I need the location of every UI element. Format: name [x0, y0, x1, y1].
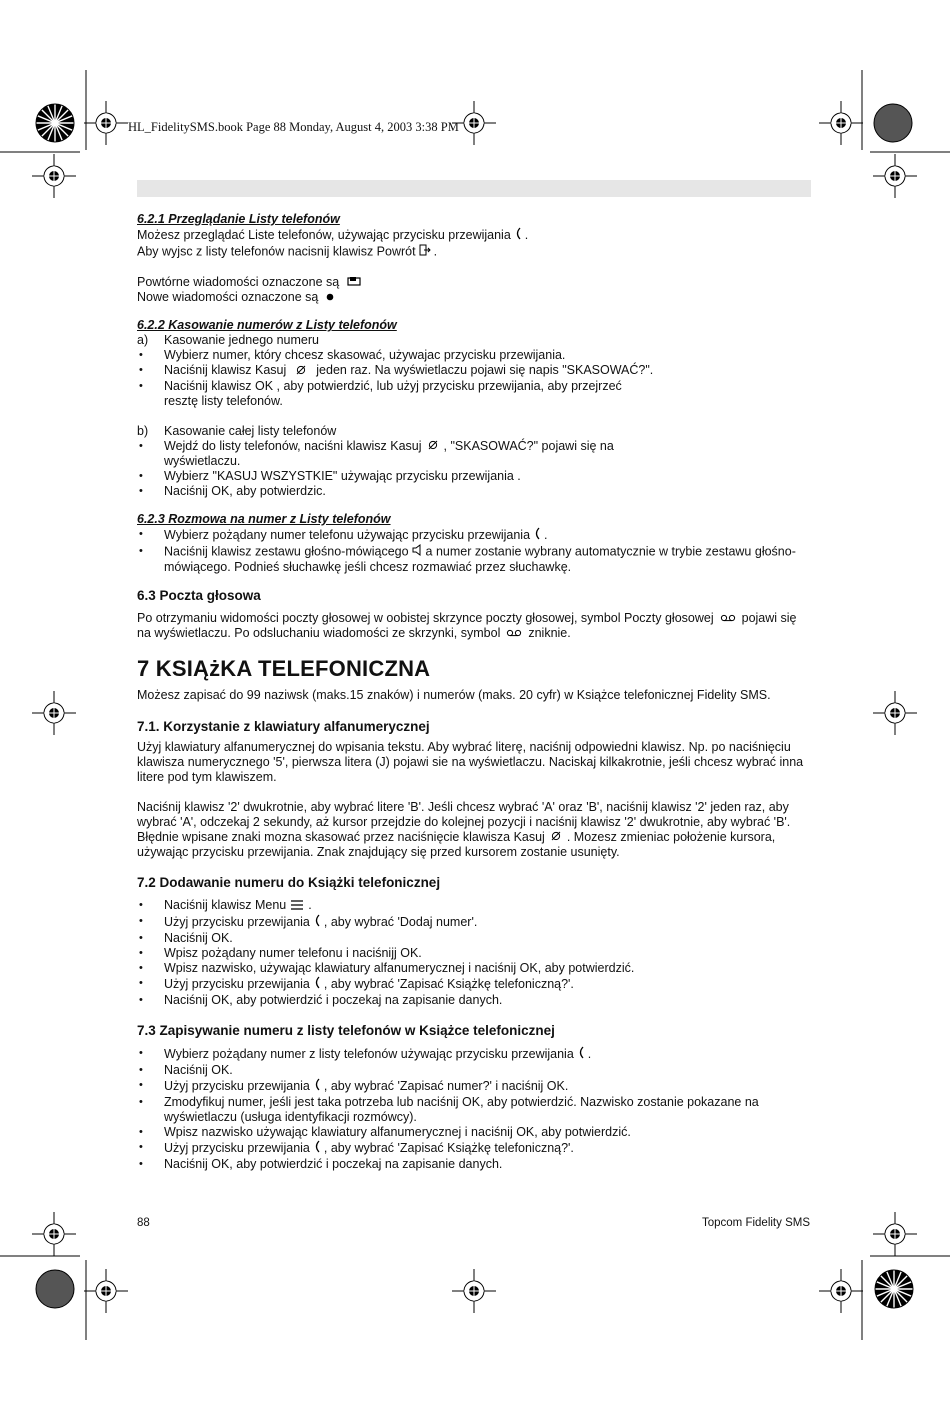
page-number: 88 [137, 1217, 150, 1229]
list-item: • Naciśnij OK, aby potwierdzić i poczekaj na zapisanie danych. [137, 1157, 813, 1172]
text: Nowe wiadomości oznaczone są [137, 290, 319, 305]
scroll-key-icon [313, 1078, 321, 1095]
section-7-3-title: 7.3 Zapisywanie numeru z listy telefonów w Książce telefonicznej [137, 1022, 555, 1038]
text: , aby wybrać 'Zapisać Książkę telefoniczną?'. [323, 1140, 574, 1155]
list-item [137, 544, 813, 575]
voicemail-icon [506, 626, 522, 641]
list-item [137, 363, 813, 378]
speaker-key-icon [412, 544, 423, 560]
list-item: • Naciśnij OK. [137, 931, 813, 946]
section-7-2-title: 7.2 Dodawanie numeru do Książki telefonicznej [137, 875, 441, 891]
text: Użyj przycisku przewijania [164, 914, 310, 929]
list-item: • Wybierz numer, który chcesz skasować, używajac przycisku przewijania. [137, 348, 813, 363]
label-letter: a) [137, 333, 149, 348]
menu-key-icon [290, 899, 304, 914]
text: Naciśnij klawisz '2' dwukrotnie, aby wybrać litere 'B'. Jeśli chcesz wybrać 'A' oraz 'B', naciśnij klawisz '2' jeden raz, aby wybrać 'A', odczekaj 2 sekundy, aż kursor przejdzie do kolejnej pozycji i naciśnij klawisz '2' dwukrotnie, aby wybrać 'B'. Błędnie wpisane znaki mozna skasować przez naciśnięcie klawisza Kasuj [137, 800, 791, 845]
list-item: • Wybierz "KASUJ WSZYSTKIE" używając przycisku przewijania . [137, 469, 813, 484]
chapter-7-title: 7 KSIĄżKA TELEFONICZNA [137, 656, 431, 682]
label-letter: b) [137, 423, 149, 438]
scroll-key-icon [514, 227, 522, 244]
delete-key-icon [428, 439, 438, 454]
list-item: • Naciśnij OK. [137, 1063, 813, 1078]
page-content [137, 212, 813, 1172]
section-6-2-2-title: 6.2.2 Kasowanie numerów z Listy telefonów [137, 318, 397, 333]
text: pojawi się na wyświetlaczu. Po odsluchaniu wiadomości ze skrzynki, symbol [137, 610, 797, 641]
bullet-list [137, 439, 813, 499]
text: Kasowanie jednego numeru [164, 333, 319, 348]
text: Możesz przeglądać Liste telefonów, używając przycisku przewijania [137, 227, 511, 242]
bullet-list [137, 348, 813, 408]
scroll-key-icon [313, 976, 321, 993]
text: , aby wybrać 'Dodaj numer'. [323, 914, 478, 929]
list-item: • Naciśnij OK, aby potwierdzic. [137, 484, 813, 499]
new-message-dot-icon [326, 290, 334, 305]
text: . Mozesz zmieniac położenie kursora, używając przycisku przewijania. Znak znajdujący się przed kursorem zostanie usunięty. [137, 830, 776, 860]
list-item: • Wpisz nazwisko, używając klawiatury alfanumerycznej i naciśnij OK, aby potwierdzić. [137, 961, 813, 976]
paragraph: Możesz przeglądać Liste telefonów, używając przycisku przewijania . [137, 227, 813, 244]
text: Po otrzymaniu widomości poczty głosowej w oobistej skrzynce poczty głosowej, symbol Poczty głosowej [137, 610, 714, 625]
scroll-key-icon [533, 527, 541, 544]
bullet-list [137, 527, 813, 575]
text: Użyj przycisku przewijania [164, 1078, 310, 1093]
text: Kasowanie całej listy telefonów [164, 423, 337, 438]
list-item [137, 914, 813, 931]
paragraph [137, 275, 813, 290]
bullet-list [137, 898, 813, 1007]
list-item: • Wpisz nazwisko używając klawiatury alfanumerycznej i naciśnij OK, aby potwierdzić. [137, 1125, 813, 1140]
list-item [137, 1078, 813, 1095]
list-label [137, 333, 813, 348]
footer-brand: Topcom Fidelity SMS [701, 1217, 810, 1229]
text: Wejdź do listy telefonów, naciśni klawisz Kasuj [164, 438, 422, 453]
list-item: • Wybierz pożądany numer z listy telefonów używając przycisku przewijania . [137, 1046, 813, 1063]
list-item [137, 1140, 813, 1157]
list-item: • Wybierz pożądany numer telefonu używając przycisku przewijania . [137, 527, 813, 544]
text: Użyj przycisku przewijania [164, 1140, 310, 1155]
text: jeden raz. Na wyświetlaczu pojawi się napis "SKASOWAĆ?". [316, 363, 654, 378]
voicemail-icon [720, 611, 736, 626]
list-item: • Naciśnij klawisz OK , aby potwierdzić, lub użyj przycisku przewijania, aby przejrzeć resztę listy telefonów. [137, 379, 813, 409]
text: Wybierz pożądany numer telefonu używając przycisku przewijania [164, 527, 531, 542]
list-item: • Naciśnij OK, aby potwierdzić i poczekaj na zapisanie danych. [137, 993, 813, 1008]
text: a numer zostanie wybrany automatycznie w trybie zestawu głośno-mówiącego. Podnieś słuchawkę jeśli chcesz rozmawiać przez słuchawkę. [164, 544, 796, 574]
paragraph [137, 290, 813, 305]
bullet-list [137, 1046, 813, 1172]
scroll-key-icon [313, 914, 321, 931]
list-item: • Naciśnij klawisz Menu . [137, 898, 813, 913]
list-label [137, 424, 813, 439]
section-6-2-1-title: 6.2.1 Przeglądanie Listy telefonów [137, 212, 340, 226]
scroll-key-icon [577, 1046, 585, 1063]
text: , aby wybrać 'Zapisać numer?' i naciśnij OK. [323, 1078, 569, 1093]
paragraph [137, 800, 813, 860]
list-item [137, 439, 813, 469]
section-7-1-title: 7.1. Korzystanie z klawiatury alfanumerycznej [137, 719, 430, 735]
list-item [137, 976, 813, 993]
print-header: HL_FidelitySMS.book Page 88 Monday, August 4, 2003 3:38 PM [128, 120, 459, 134]
scroll-key-icon [313, 1140, 321, 1157]
text: Naciśnij klawisz Menu [164, 898, 287, 913]
text: zniknie. [528, 626, 571, 641]
section-6-2-3-title: 6.2.3 Rozmowa na numer z Listy telefonów [137, 511, 391, 526]
section-6-3-title: 6.3 Poczta głosowa [137, 587, 261, 603]
text: Powtórne wiadomości oznaczone są [137, 275, 340, 289]
repeat-message-icon [347, 275, 361, 290]
back-key-icon [419, 244, 431, 260]
paragraph: Użyj klawiatury alfanumerycznej do wpisania tekstu. Aby wybrać literę, naciśnij odpowiedni klawisz. Np. po naciśnięciu klawisza numerycznego '5', pierwsza litera (J) pojawi sie na wyświetlaczu. Naciskaj kilkakrotnie, jeśli chcesz wybrać inna litere pod tym klawiszem. [137, 740, 804, 785]
text: Aby wyjsc z listy telefonów nacisnij klawisz Powrót [137, 244, 416, 259]
list-item: • Zmodyfikuj numer, jeśli jest taka potrzeba lub naciśnij OK, aby potwierdzić. Nazwisko zostanie pokazane na wyświetlaczu (usługa identyfikacji rozmówcy). [137, 1095, 813, 1125]
text: Naciśnij klawisz zestawu głośno-mówiącego [164, 544, 409, 559]
paragraph [137, 611, 813, 641]
delete-key-icon [296, 364, 306, 379]
paragraph: Aby wyjsc z listy telefonów nacisnij klawisz Powrót . [137, 244, 438, 259]
text: Użyj przycisku przewijania [164, 976, 310, 991]
paragraph: Możesz zapisać do 99 naziwsk (maks.15 znaków) i numerów (maks. 20 cyfr) w Książce telefonicznej Fidelity SMS. [137, 688, 771, 703]
text: , aby wybrać 'Zapisać Książkę telefoniczną?'. [323, 976, 574, 991]
delete-key-icon [551, 830, 561, 845]
text: Wybierz pożądany numer z listy telefonów używając przycisku przewijania [164, 1046, 574, 1061]
header-band [137, 180, 811, 197]
text: Naciśnij klawisz Kasuj [164, 363, 287, 378]
list-item: • Wpisz pożądany numer telefonu i naciśnijj OK. [137, 946, 813, 961]
text: , "SKASOWAĆ?" pojawi się na wyświetlaczu. [164, 438, 614, 468]
